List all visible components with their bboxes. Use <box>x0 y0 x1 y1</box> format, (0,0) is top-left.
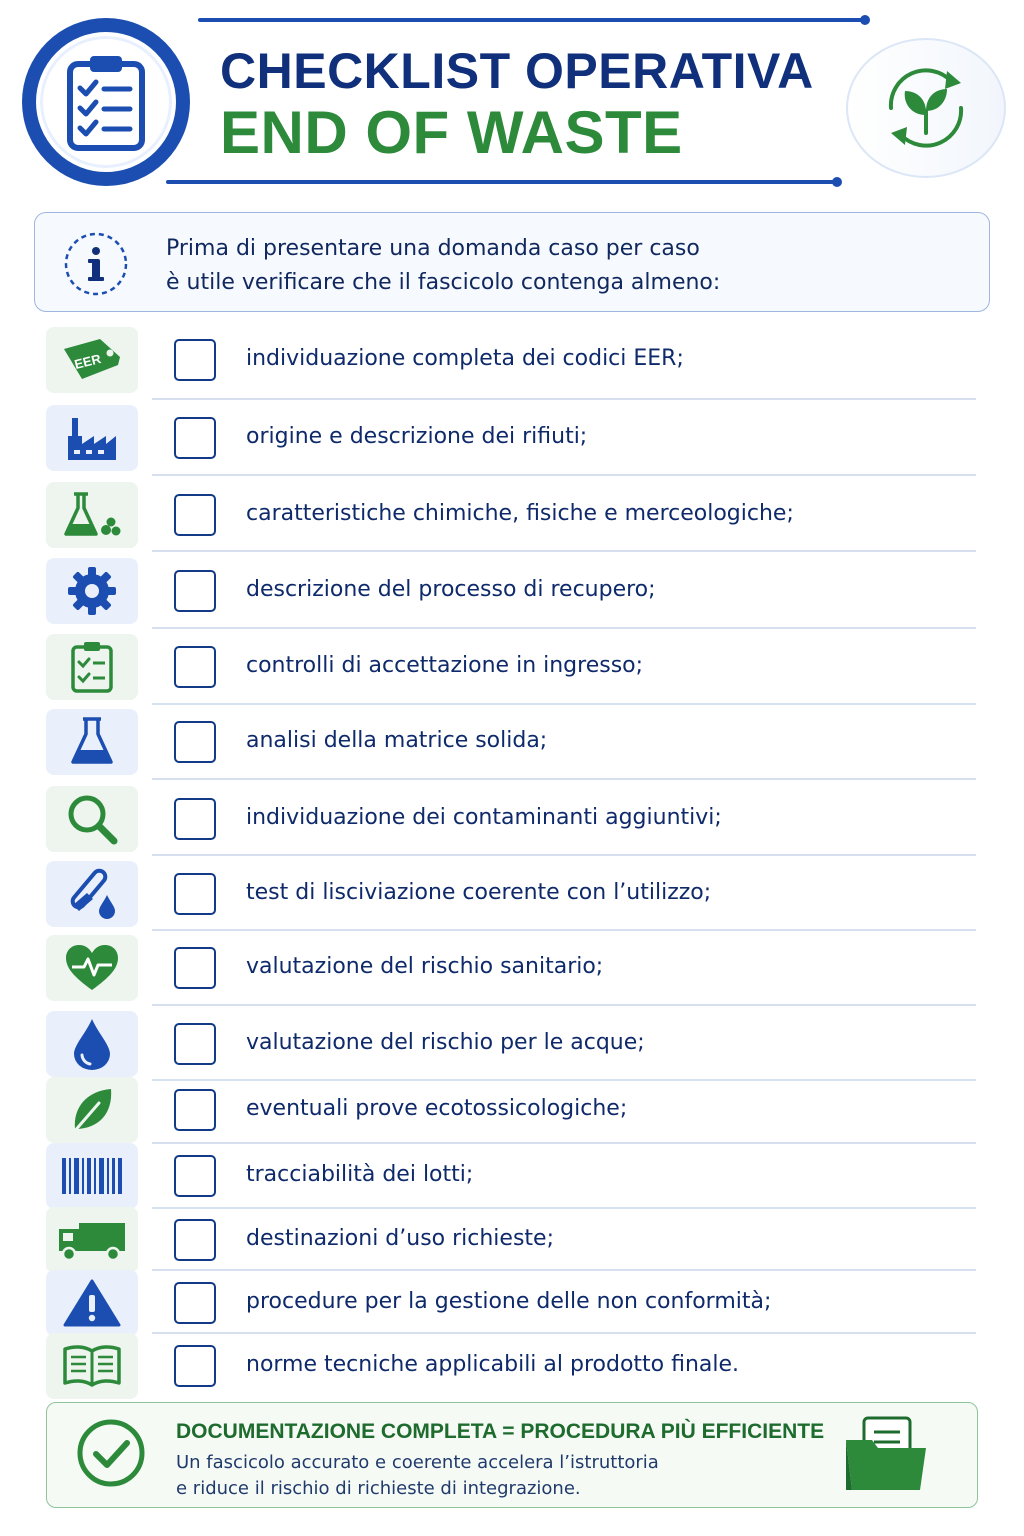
intro-line-1: Prima di presentare una domanda caso per caso <box>166 236 700 261</box>
barcode-icon <box>46 1143 138 1209</box>
svg-text:EER: EER <box>72 351 103 373</box>
checkbox[interactable] <box>174 1345 216 1387</box>
checkbox[interactable] <box>174 873 216 915</box>
row-divider <box>152 398 976 400</box>
gear-icon <box>46 558 138 624</box>
checklist-item-label: valutazione del rischio sanitario; <box>246 954 604 979</box>
checklist-item-label: descrizione del processo di recupero; <box>246 577 656 602</box>
intro-text <box>166 232 966 300</box>
checklist-logo <box>22 18 190 186</box>
checklist-item-label: individuazione completa dei codici EER; <box>246 346 684 371</box>
checkbox[interactable] <box>174 721 216 763</box>
checklist-item-label: procedure per la gestione delle non conformità; <box>246 1289 772 1314</box>
checkbox[interactable] <box>174 1282 216 1324</box>
test-tube-drop-icon <box>46 861 138 927</box>
row-divider <box>152 1142 976 1144</box>
clipboard-check-icon <box>46 634 138 700</box>
beaker-icon <box>46 709 138 775</box>
recycle-leaf-icon <box>871 53 981 163</box>
checklist-item-label: destinazioni d’uso richieste; <box>246 1226 554 1251</box>
row-divider <box>152 1269 976 1271</box>
title-line-1: CHECKLIST OPERATIVA <box>220 43 814 99</box>
open-book-icon <box>46 1333 138 1399</box>
checklist-item-label: analisi della matrice solida; <box>246 728 548 753</box>
checkbox[interactable] <box>174 494 216 536</box>
footer-text <box>176 1450 796 1502</box>
heart-pulse-icon <box>46 935 138 1001</box>
row-divider <box>152 474 976 476</box>
leaf-icon <box>46 1077 138 1143</box>
checkbox[interactable] <box>174 417 216 459</box>
checkbox[interactable] <box>174 1219 216 1261</box>
checkbox[interactable] <box>174 1155 216 1197</box>
lab-flask-icon <box>46 482 138 548</box>
magnifier-icon <box>46 786 138 852</box>
checkbox[interactable] <box>174 1023 216 1065</box>
row-divider <box>152 1004 976 1006</box>
checkbox[interactable] <box>174 947 216 989</box>
warning-icon <box>46 1270 138 1336</box>
footer-line-1: Un fascicolo accurato e coerente accelera l’istruttoria <box>176 1452 659 1473</box>
footer-title: DOCUMENTAZIONE COMPLETA = PROCEDURA PIÙ EFFICIENTE <box>176 1420 825 1443</box>
checklist-item-label: valutazione del rischio per le acque; <box>246 1030 645 1055</box>
water-drop-icon <box>46 1011 138 1077</box>
checklist-item-label: individuazione dei contaminanti aggiuntivi; <box>246 805 722 830</box>
checkbox[interactable] <box>174 339 216 381</box>
eer-tag-icon <box>46 327 138 393</box>
row-divider <box>152 550 976 552</box>
truck-icon <box>46 1207 138 1273</box>
title-line-2: END OF WASTE <box>220 99 683 166</box>
info-icon <box>62 230 130 302</box>
checklist-item-label: norme tecniche applicabili al prodotto finale. <box>246 1352 740 1377</box>
checklist-item-label: caratteristiche chimiche, fisiche e merceologiche; <box>246 501 794 526</box>
row-divider <box>152 1332 976 1334</box>
checklist-item-label: eventuali prove ecotossicologiche; <box>246 1096 628 1121</box>
eco-badge <box>846 38 1006 178</box>
factory-icon <box>46 405 138 471</box>
checkbox[interactable] <box>174 1089 216 1131</box>
clipboard-checklist-icon <box>64 52 148 152</box>
checklist-item-label: origine e descrizione dei rifiuti; <box>246 424 588 449</box>
folder-document-icon <box>842 1414 930 1498</box>
header-top-rule <box>198 18 866 22</box>
header-bottom-rule <box>166 180 838 184</box>
checkbox[interactable] <box>174 646 216 688</box>
footer-line-2: e riduce il rischio di richieste di integrazione. <box>176 1478 581 1499</box>
row-divider <box>152 778 976 780</box>
row-divider <box>152 703 976 705</box>
checklist-item-label: controlli di accettazione in ingresso; <box>246 653 644 678</box>
row-divider <box>152 929 976 931</box>
intro-line-2: è utile verificare che il fascicolo contenga almeno: <box>166 270 721 295</box>
checkbox[interactable] <box>174 570 216 612</box>
check-circle-icon <box>76 1418 146 1492</box>
checkbox[interactable] <box>174 798 216 840</box>
row-divider <box>152 1079 976 1081</box>
checklist-item-label: test di lisciviazione coerente con l’utilizzo; <box>246 880 712 905</box>
row-divider <box>152 627 976 629</box>
row-divider <box>152 1207 976 1209</box>
row-divider <box>152 854 976 856</box>
checklist-item-label: tracciabilità dei lotti; <box>246 1162 474 1187</box>
